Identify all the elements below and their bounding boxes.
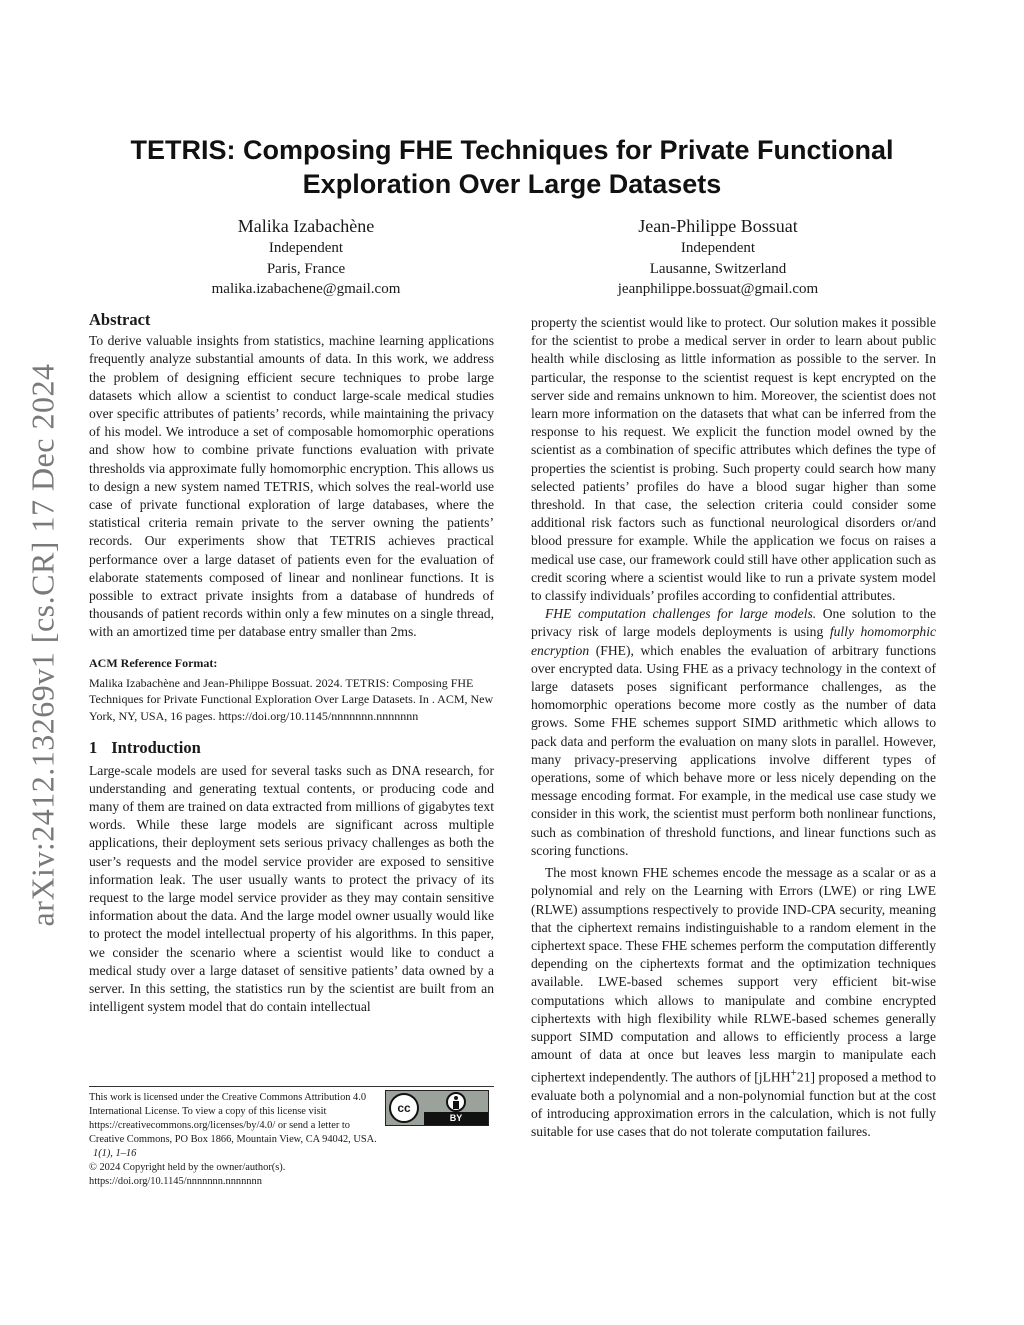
author-block-1	[126, 215, 486, 300]
citation-superscript: +	[790, 1067, 797, 1080]
by-label: BY	[449, 1113, 463, 1123]
author-block-2	[538, 215, 898, 300]
acm-reference-heading: ACM Reference Format:	[89, 655, 218, 670]
author-location: Paris, France	[266, 260, 346, 277]
issue-info: 1(1), 1–16	[93, 1148, 137, 1159]
author-affiliation: Independent	[268, 240, 344, 256]
paragraph-text: The most known FHE schemes encode the message as a scalar or as a polynomial and rely on the Learning with Errors (LWE) or ring LWE (RLWE) assumptions respectively to provide IND-CPA security, meaning that the ciphertext remains indistinguishable to a random element in the ciphertext space. These FHE schemes perform the computation differently depending on the ciphertexts format and the optimization techniques available. LWE-based schemes support very efficient bit-wise computations which allows to manipulate and combine encrypted ciphertexts with high flexibility while RLWE-based schemes generally support SIMD computation and allows to efficiently process a large amount of data at once but leaves less margin to manipulate each ciphertext independently. The authors of [jLHH	[531, 865, 936, 1085]
paragraph-heading: FHE computation challenges for large models.	[545, 606, 817, 622]
emphasis-term: fully homomorphic encryption	[531, 624, 937, 658]
section-heading-introduction	[89, 739, 494, 757]
fhe-challenges-paragraph	[531, 605, 936, 860]
author-location: Lausanne, Switzerland	[649, 260, 787, 277]
right-column	[531, 314, 936, 1142]
arxiv-identifier	[24, 350, 61, 940]
arxiv-id-text: arXiv:2412.13269v1 [cs.CR] 17 Dec 2024	[24, 363, 61, 927]
author-email[interactable]: malika.izabachene@gmail.com	[211, 281, 401, 297]
paragraph-text: 21] proposed a method to evaluate both a polynomial and a non-polynomial function but at the cost of introducing approximation errors in the calculation, which is not fully suitable for use cases that do not tolerate computation failures.	[531, 1069, 936, 1140]
copyright-line: © 2024 Copyright held by the owner/author(s).	[89, 1162, 286, 1173]
paragraph-text: One solution to the privacy risk of large models deployments is using	[531, 606, 936, 640]
abstract-text: To derive valuable insights from statistics, machine learning applications frequently analyze substantial amounts of data. In this work, we address the problem of designing efficient secure techniques to probe large datasets which allow a scientist to conduct large-scale medical studies over specific attributes of patients’ records, while maintaining the privacy of his model. We introduce a set of composable homomorphic operations and show how to combine private functions evaluation with private thresholds via approximate fully homomorphic encryption. This allows us to design a new system named TETRIS, which solves the real-world use case of private functional exploration of large databases, where the statistical criteria remain private to the server owning the patients’ records. Our experiments show that TETRIS achieves practical performance over a large dataset of patients even for the evaluation of elaborate statements composed of linear and nonlinear functions. It is possible to extract private insights from a database of hundreds of thousands of patient records within only a few minutes on a single thread, with an amortized time per database entry smaller than 2ms.	[89, 333, 494, 640]
acm-reference-text: Malika Izabachène and Jean-Philippe Bossuat. 2024. TETRIS: Composing FHE Techniques for Private Functional Exploration Over Large Datasets. In . ACM, New York, NY, USA, 16 pages. https://doi.org/10.1145/nnnnnnn.nnnnnnn	[89, 675, 494, 723]
left-column	[89, 311, 494, 1016]
license-footnote	[89, 1086, 494, 1189]
section-title: Introduction	[111, 738, 201, 758]
paper-title: TETRIS: Composing FHE Techniques for Private Functional Exploration Over Large Datasets	[130, 135, 894, 199]
doi-link[interactable]: https://doi.org/10.1145/nnnnnnn.nnnnnnn	[89, 1176, 262, 1187]
paragraph-text: (FHE), which enables the evaluation of arbitrary functions over encrypted data. Using FHE as a privacy technology in the context of large datasets poses significant performance challenges, as the homomorphic operations become more costly as the number of data grows. Some FHE schemes support SIMD arithmetic which allows to pack data and perform the evaluation on many slots in parallel. However, many privacy-preserving applications involve different types of operations, some of which behave more or less nicely depending on the message encoding format. For example, in the medical use case study we consider in this work, the scientist must perform both nonlinear functions, such as combination of threshold functions, and linear functions such as scoring functions.	[531, 642, 936, 858]
attribution-person-icon	[446, 1092, 466, 1112]
cc-logo-icon: cc	[389, 1093, 419, 1123]
author-affiliation: Independent	[680, 240, 756, 256]
license-text: This work is licensed under the Creative Commons Attribution 4.0 International License. To view a copy of this license visit https://creativecommons.org/licenses/by/4.0/ or send a letter to Creative Commons, PO Box 1866, Mountain View, CA 94042, USA.	[89, 1092, 377, 1145]
author-email[interactable]: jeanphilippe.bossuat@gmail.com	[617, 281, 819, 297]
section-number: 1	[89, 738, 98, 758]
intro-paragraph-1-continued: property the scientist would like to protect. Our solution makes it possible for the scientist to probe a medical server in order to learn about public health while disclosing as little information as possible to the server. In particular, the response to the scientist request is kept encrypted on the server side and remains unknown to him. Moreover, the scientist does not learn more information on the datasets that what can be inferred from the response to his request. We explicit the function model owned by the scientist as a combination of specific attributes which defines the type of properties the scientist is probing. Such property could search how many selected patients’ profiles do have a blood sugar higher than some threshold. In that case, the selection criteria could consider some additional risk factors such as functional neurological disorders or/and blood pressure for example. While the application we focus on raises a medical use case, our framework could still have other application such as credit scoring where a scientist would like to run a private system model to classify individuals’ profiles according to confidential attributes.	[531, 315, 936, 604]
cc-by-license-badge[interactable]	[385, 1090, 489, 1126]
intro-paragraph-1: Large-scale models are used for several tasks such as DNA research, for understanding and generating textual contents, or producing code and many of them are trained on data extracted from millions of gigabytes text words. While these large models are significant across multiple applications, their deployment sets serious privacy challenges as both the user’s requests and the model service provider are exposed to sensitive information leak. The user usually wants to protect the privacy of its request to the large model service provider as they may contain sensitive information about the data. And the large model owner usually would like to protect the model intellectual property of his algorithms. In this paper, we consider the scenario where a scientist would like to conduct a medical study over a large dataset of sensitive patients’ data owned by a server. In this setting, the statistics run by the scientist are built from an intelligent system model that do contain intellectual	[89, 762, 494, 1015]
intro-paragraph-3	[531, 864, 936, 1142]
abstract-heading: Abstract	[89, 310, 151, 329]
author-name: Malika Izabachène	[237, 216, 375, 236]
author-name: Jean-Philippe Bossuat	[638, 216, 798, 236]
